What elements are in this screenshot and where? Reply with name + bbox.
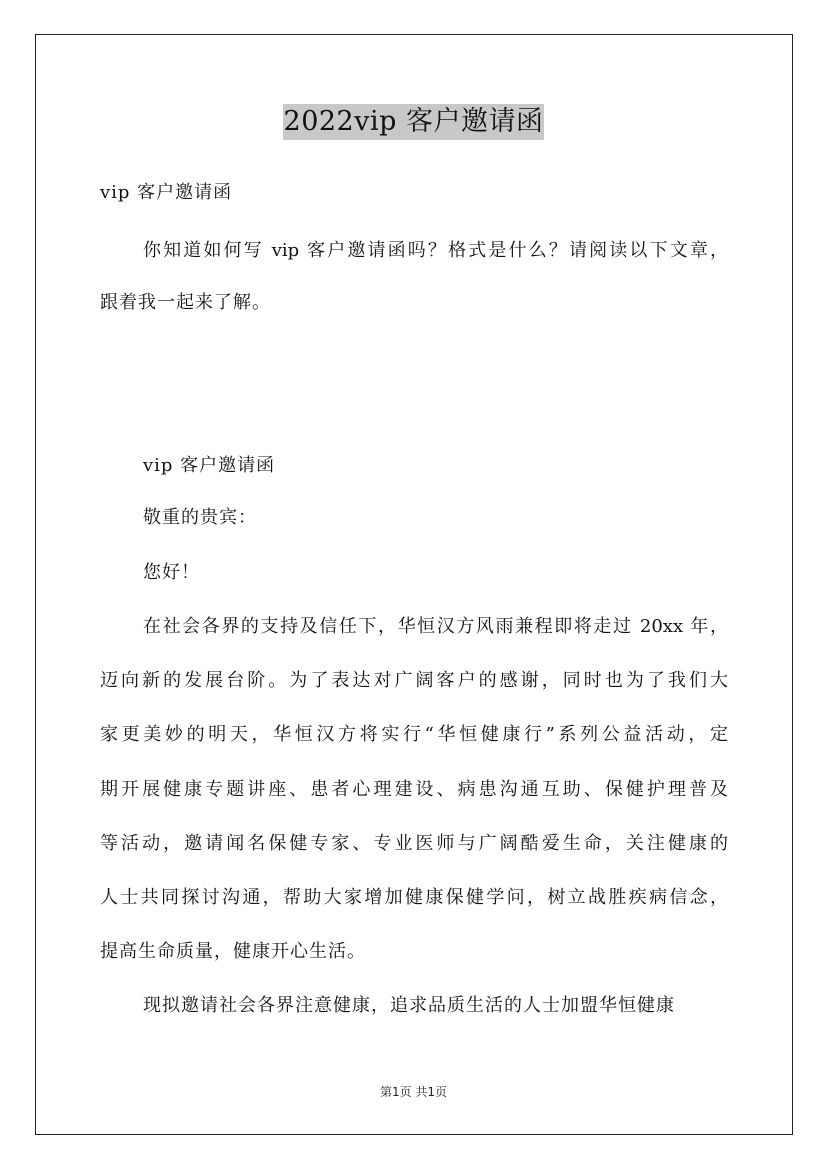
body-line-4: 期开展健康专题讲座、患者心理建设、病患沟通互助、保健护理普及 [100,779,728,800]
title-container [0,104,827,140]
body-line-2: 迈向新的发展台阶。为了表达对广阔客户的感谢，同时也为了我们大 [100,670,728,691]
heading-line: vip 客户邀请函 [100,182,233,203]
body-line-5: 等活动，邀请闻名保健专家、专业医师与广阔酷爱生命，关注健康的 [100,833,728,854]
body-line-1: 在社会各界的支持及信任下，华恒汉方风雨兼程即将走过 20xx 年， [143,616,728,637]
page-footer: 第1页 共1页 [379,1085,448,1099]
letter-heading: vip 客户邀请函 [143,455,276,476]
body-line-3: 家更美妙的明天，华恒汉方将实行“华恒健康行”系列公益活动，定 [100,724,728,745]
intro-line-1: 你知道如何写 vip 客户邀请函吗？格式是什么？请阅读以下文章， [143,240,728,261]
body-line-7: 提高生命质量，健康开心生活。 [100,941,366,962]
greeting: 您好！ [143,562,200,583]
salutation: 敬重的贵宾： [143,507,257,528]
body-line-8: 现拟邀请社会各界注意健康，追求品质生活的人士加盟华恒健康 [143,995,675,1016]
intro-line-2: 跟着我一起来了解。 [100,292,271,313]
body-line-6: 人士共同探讨沟通，帮助大家增加健康保健学问，树立战胜疾病信念， [100,887,728,908]
document-title: 2022vip 客户邀请函 [283,104,545,140]
